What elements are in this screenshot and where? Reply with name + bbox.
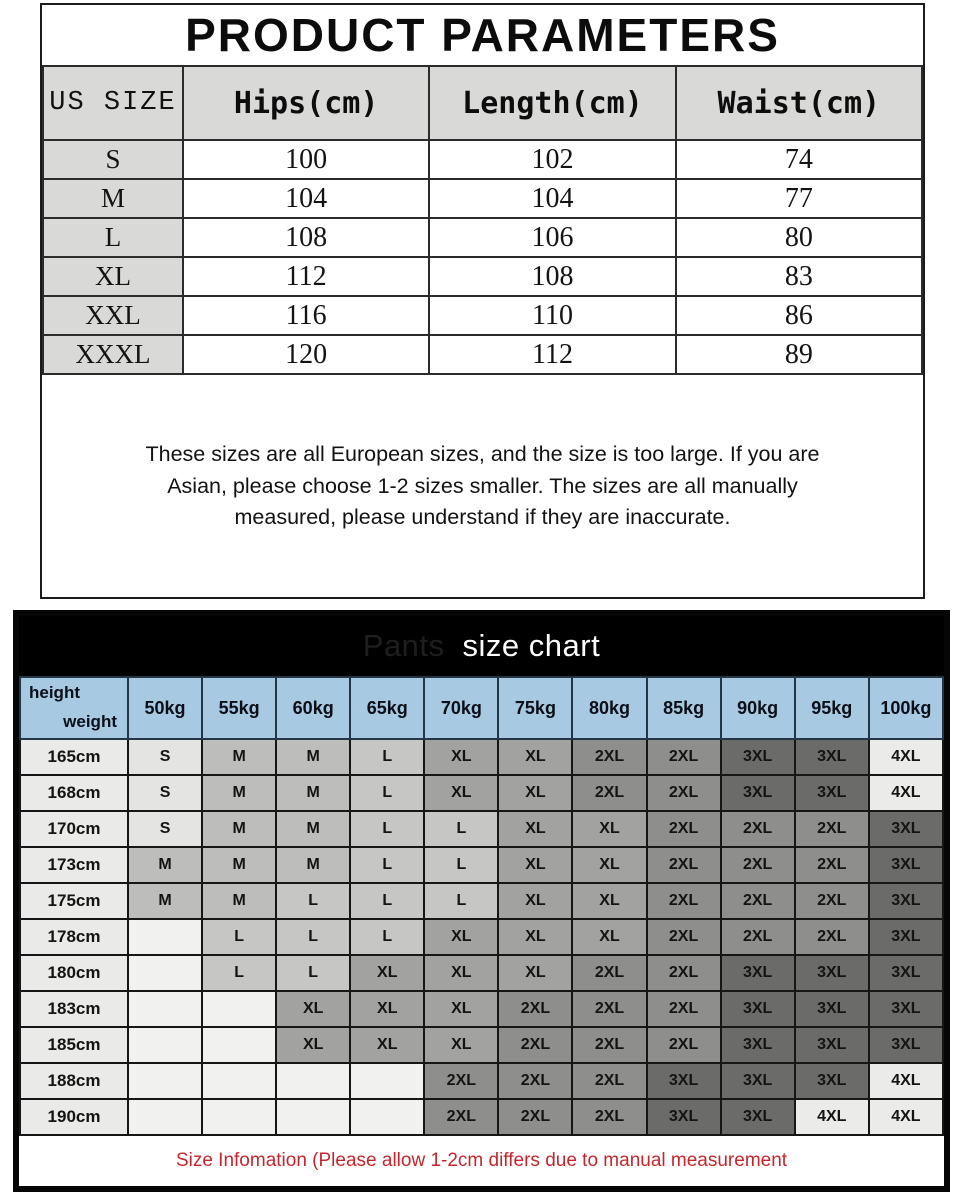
size-cell: L [424,811,498,847]
size-cell: 3XL [721,991,795,1027]
corner-weight-label: weight [63,712,117,731]
size-note-line: measured, please understand if they are inaccurate. [234,505,731,529]
size-cell: M [202,883,276,919]
size-cell: 4XL [869,739,943,775]
height-label-cell: 188cm [20,1063,128,1099]
product-parameters-header-row [43,66,922,140]
size-cell [350,1099,424,1135]
size-cell: M [202,739,276,775]
column-header: Waist(cm) [676,66,922,140]
size-cell: L [350,811,424,847]
column-header: Length(cm) [429,66,675,140]
size-cell: 3XL [869,883,943,919]
size-cell: 2XL [498,1099,572,1135]
size-cell: L [350,775,424,811]
size-cell: XL [572,811,646,847]
size-label-cell: L [43,218,183,257]
size-cell: 2XL [795,847,869,883]
height-weight-size-table [19,676,944,1136]
size-cell: 2XL [647,883,721,919]
size-cell: M [202,847,276,883]
measurement-cell: 120 [183,335,429,374]
height-label-cell: 180cm [20,955,128,991]
size-cell: L [424,883,498,919]
matrix-row [20,991,943,1027]
size-cell: L [350,847,424,883]
size-cell: XL [424,991,498,1027]
size-chart-section [13,610,950,1192]
size-cell: 4XL [869,1063,943,1099]
size-cell: 3XL [721,775,795,811]
height-label-cell: 173cm [20,847,128,883]
size-cell: L [276,883,350,919]
size-cell: M [276,847,350,883]
size-cell: 3XL [869,1027,943,1063]
size-cell: 2XL [424,1099,498,1135]
height-label-cell: 165cm [20,739,128,775]
size-cell: M [276,775,350,811]
measurement-cell: 110 [429,296,675,335]
size-cell: L [350,919,424,955]
measurement-cell: 77 [676,179,922,218]
size-cell [202,1063,276,1099]
size-cell: 3XL [721,1099,795,1135]
size-cell: L [202,919,276,955]
matrix-row [20,1027,943,1063]
size-cell: 2XL [572,775,646,811]
weight-header-cell: 50kg [128,677,202,739]
size-cell [128,1063,202,1099]
measurement-cell: 86 [676,296,922,335]
size-cell: L [350,883,424,919]
size-cell: 3XL [795,739,869,775]
weight-header-cell: 75kg [498,677,572,739]
size-cell: XL [350,991,424,1027]
size-cell: 2XL [647,955,721,991]
measurement-cell: 89 [676,335,922,374]
size-cell: XL [498,919,572,955]
measurement-cell: 106 [429,218,675,257]
size-cell [128,919,202,955]
size-information-note: Size Infomation (Please allow 1-2cm differs due to manual measurement [19,1136,944,1186]
size-cell: XL [572,883,646,919]
size-cell: 3XL [795,775,869,811]
weight-header-cell: 100kg [869,677,943,739]
size-cell [202,1027,276,1063]
size-cell: 4XL [869,775,943,811]
size-cell: 2XL [498,1027,572,1063]
table-row [43,296,922,335]
matrix-row [20,955,943,991]
size-cell [276,1099,350,1135]
size-cell: XL [572,847,646,883]
size-cell: XL [572,919,646,955]
size-cell: XL [498,847,572,883]
size-cell: S [128,811,202,847]
size-cell: 2XL [647,847,721,883]
size-cell: 2XL [424,1063,498,1099]
size-cell: 2XL [572,739,646,775]
weight-header-cell: 80kg [572,677,646,739]
size-cell: 3XL [869,811,943,847]
weight-header-cell: 70kg [424,677,498,739]
matrix-row [20,883,943,919]
size-cell: 3XL [869,919,943,955]
size-cell: 2XL [647,1027,721,1063]
size-cell [128,1027,202,1063]
size-cell: 3XL [721,1063,795,1099]
size-cell: 3XL [795,1063,869,1099]
weight-header-cell: 55kg [202,677,276,739]
size-cell: 2XL [572,991,646,1027]
height-weight-corner-cell [20,677,128,739]
size-cell: S [128,739,202,775]
size-cell: 2XL [647,811,721,847]
size-cell [350,1063,424,1099]
size-cell [276,1063,350,1099]
measurement-cell: 104 [429,179,675,218]
size-cell: XL [424,1027,498,1063]
size-cell: L [202,955,276,991]
size-cell: XL [498,739,572,775]
height-label-cell: 178cm [20,919,128,955]
size-cell [128,991,202,1027]
page-title: PRODUCT PARAMETERS [185,9,780,61]
weight-header-cell: 60kg [276,677,350,739]
size-cell: 2XL [721,919,795,955]
size-cell: 3XL [869,847,943,883]
size-cell: XL [276,991,350,1027]
height-label-cell: 170cm [20,811,128,847]
faint-watermark-text: Pants [362,628,445,663]
size-cell: 3XL [795,1027,869,1063]
matrix-row [20,847,943,883]
size-cell: 2XL [572,955,646,991]
matrix-row [20,1063,943,1099]
size-label-cell: XXL [43,296,183,335]
size-cell: XL [498,811,572,847]
size-cell: XL [498,883,572,919]
size-cell: L [424,847,498,883]
matrix-row [20,919,943,955]
size-cell: 2XL [498,991,572,1027]
size-cell: 4XL [795,1099,869,1135]
size-cell: 2XL [572,1063,646,1099]
size-cell: M [128,883,202,919]
table-row [43,140,922,179]
column-header: Hips(cm) [183,66,429,140]
size-cell: XL [424,919,498,955]
size-label-cell: S [43,140,183,179]
measurement-cell: 112 [429,335,675,374]
size-cell: 3XL [721,955,795,991]
table-row [43,218,922,257]
size-cell: 2XL [795,883,869,919]
weight-header-cell: 95kg [795,677,869,739]
size-chart-title-text: size chart [462,628,601,663]
measurement-cell: 83 [676,257,922,296]
size-cell [128,955,202,991]
height-label-cell: 185cm [20,1027,128,1063]
product-parameters-table [42,65,923,375]
matrix-row [20,739,943,775]
size-cell: 3XL [647,1099,721,1135]
table-row [43,335,922,374]
height-label-cell: 175cm [20,883,128,919]
matrix-row [20,1099,943,1135]
size-note [42,375,923,534]
size-cell: XL [350,955,424,991]
corner-height-label: height [29,683,80,702]
measurement-cell: 108 [183,218,429,257]
size-cell: 3XL [721,1027,795,1063]
weight-header-cell: 85kg [647,677,721,739]
size-cell: XL [350,1027,424,1063]
size-cell [202,991,276,1027]
size-cell: 3XL [721,739,795,775]
size-cell: M [128,847,202,883]
size-label-cell: XXXL [43,335,183,374]
size-cell: 2XL [647,775,721,811]
size-cell: 2XL [572,1027,646,1063]
product-parameters-section [40,3,925,599]
size-cell: 3XL [869,991,943,1027]
table-row [43,179,922,218]
size-cell: 3XL [795,991,869,1027]
size-cell: L [350,739,424,775]
size-cell: M [276,739,350,775]
size-cell: 3XL [795,955,869,991]
size-cell: 2XL [795,811,869,847]
size-cell: 2XL [647,739,721,775]
weight-header-cell: 90kg [721,677,795,739]
size-cell: L [276,955,350,991]
measurement-cell: 112 [183,257,429,296]
size-cell: 2XL [721,811,795,847]
size-cell: L [276,919,350,955]
measurement-cell: 108 [429,257,675,296]
us-size-header: US SIZE [43,66,183,140]
table-row [43,257,922,296]
measurement-cell: 80 [676,218,922,257]
measurement-cell: 104 [183,179,429,218]
size-cell: 2XL [721,883,795,919]
size-cell [202,1099,276,1135]
size-label-cell: XL [43,257,183,296]
measurement-cell: 100 [183,140,429,179]
size-cell: M [202,775,276,811]
size-cell: 2XL [721,847,795,883]
size-cell [128,1099,202,1135]
size-cell: M [276,811,350,847]
size-note-line: Asian, please choose 1-2 sizes smaller. The sizes are all manually [167,473,798,498]
size-cell: XL [498,955,572,991]
size-cell: 2XL [572,1099,646,1135]
weight-header-row [20,677,943,739]
size-cell: XL [424,775,498,811]
size-cell: 3XL [647,1063,721,1099]
measurement-cell: 102 [429,140,675,179]
size-cell: 2XL [795,919,869,955]
measurement-cell: 116 [183,296,429,335]
height-label-cell: 183cm [20,991,128,1027]
size-cell: 3XL [869,955,943,991]
size-cell: 2XL [647,919,721,955]
size-note-line: These sizes are all European sizes, and the size is too large. If you are [145,442,820,466]
size-label-cell: M [43,179,183,218]
size-cell: XL [498,775,572,811]
size-cell: XL [424,955,498,991]
matrix-row [20,811,943,847]
size-cell: XL [276,1027,350,1063]
measurement-cell: 74 [676,140,922,179]
size-cell: 2XL [647,991,721,1027]
size-cell: S [128,775,202,811]
size-cell: 2XL [498,1063,572,1099]
weight-header-cell: 65kg [350,677,424,739]
size-cell: 4XL [869,1099,943,1135]
height-label-cell: 168cm [20,775,128,811]
height-label-cell: 190cm [20,1099,128,1135]
size-cell: M [202,811,276,847]
size-cell: XL [424,739,498,775]
matrix-row [20,775,943,811]
size-chart-title [19,616,944,676]
